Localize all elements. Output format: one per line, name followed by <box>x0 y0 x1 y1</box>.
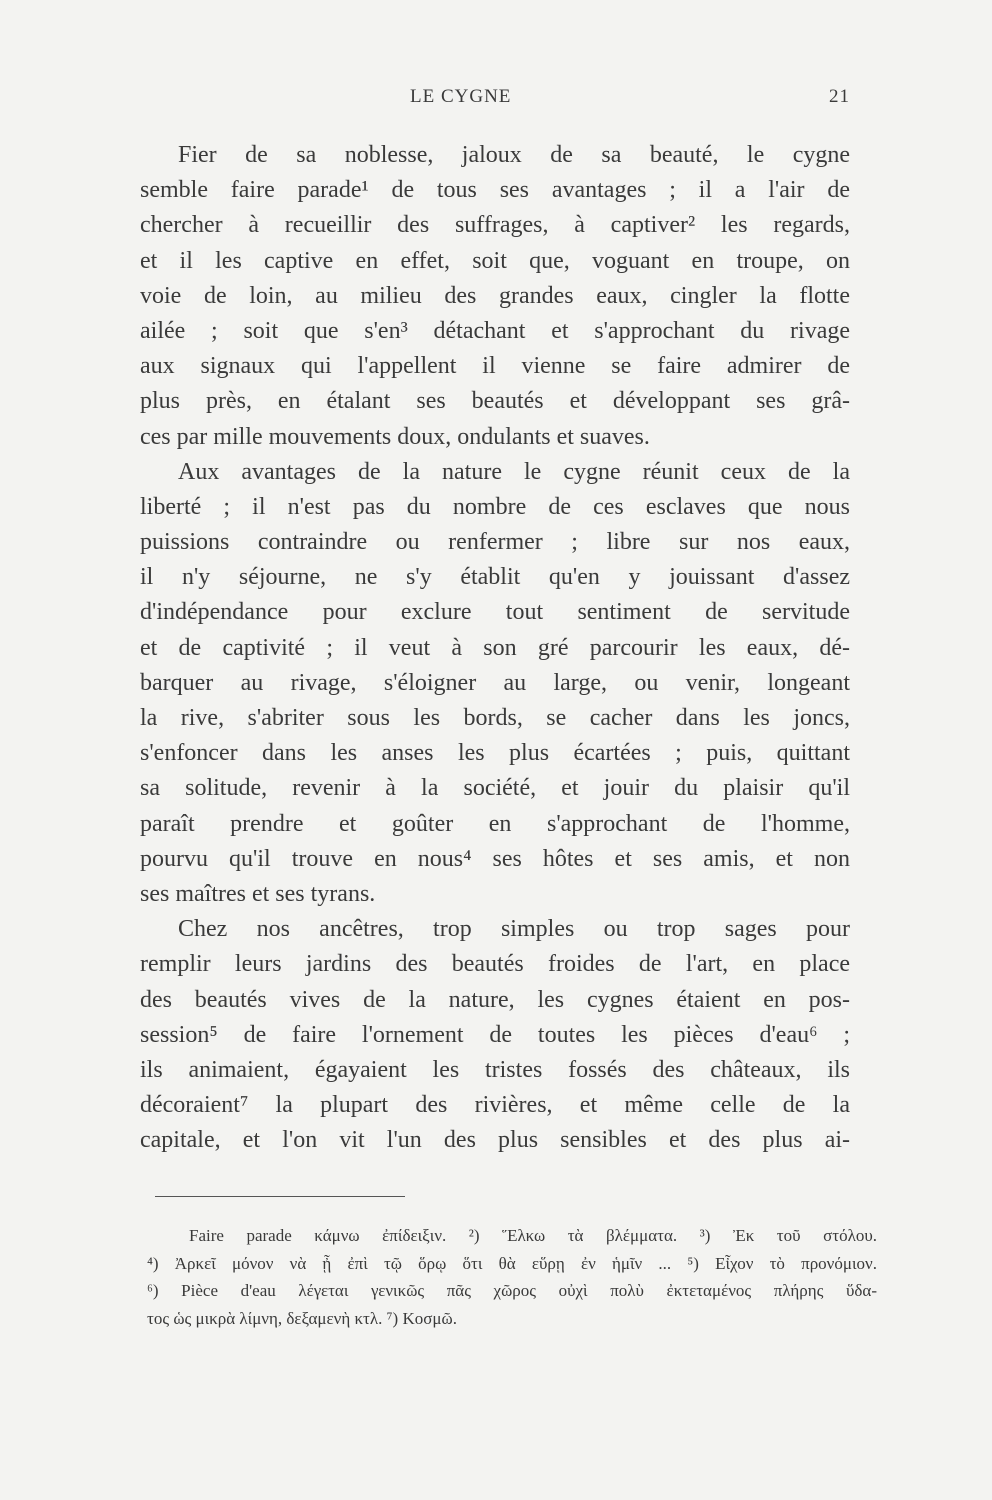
text-line: paraît prendre et goûter en s'approchant de l'homme, <box>140 810 850 837</box>
text-line: barquer au rivage, s'éloigner au large, ou venir, longeant <box>140 669 850 696</box>
text-line: sa solitude, revenir à la société, et jouir du plaisir qu'il <box>140 775 850 802</box>
text-line: ses maîtres et ses tyrans. <box>140 880 376 907</box>
text-line: liberté ; il n'est pas du nombre de ces esclaves que nous <box>140 493 850 520</box>
footnote-line: Faire parade κάμνω ἐπίδειξιν. ²) Ἕλκω τὰ βλέμματα. ³) Ἐκ τοῦ στόλου. <box>189 1226 877 1245</box>
text-line: s'enfoncer dans les anses les plus écartées ; puis, quittant <box>140 740 850 767</box>
footnote-divider <box>155 1196 405 1197</box>
footnotes <box>147 1222 877 1332</box>
running-title: LE CYGNE <box>410 86 512 107</box>
footnote-line: τος ὡς μικρὰ λίμνη, δεξαμενὴ κτλ. ⁷) Κοσμῶ. <box>147 1308 457 1328</box>
footnote-line: ⁴) Ἀρκεῖ μόνον νὰ ᾖ ἐπὶ τῷ ὅρῳ ὅτι θὰ εὕρῃ ἐν ἡμῖν ... ⁵) Εἶχον τὸ προνόμιον. <box>147 1253 877 1273</box>
text-line: d'indépendance pour exclure tout sentiment de servitude <box>140 599 850 626</box>
page-number: 21 <box>829 86 850 107</box>
text-line: semble faire parade¹ de tous ses avantages ; il a l'air de <box>140 177 850 204</box>
text-line: plus près, en étalant ses beautés et développant ses grâ- <box>140 388 850 415</box>
text-line: et de captivité ; il veut à son gré parcourir les eaux, dé- <box>140 634 850 661</box>
text-line: Fier de sa noblesse, jaloux de sa beauté, le cygne <box>178 142 850 168</box>
text-line: Aux avantages de la nature le cygne réunit ceux de la <box>178 458 850 485</box>
page-header <box>140 86 850 116</box>
text-line: des beautés vives de la nature, les cygnes étaient en pos- <box>140 986 850 1013</box>
text-line: la rive, s'abriter sous les bords, se cacher dans les joncs, <box>140 705 850 731</box>
text-line: aux signaux qui l'appellent il vienne se faire admirer de <box>140 353 850 380</box>
text-line: et il les captive en effet, soit que, voguant en troupe, on <box>140 247 850 274</box>
text-line: pourvu qu'il trouve en nous⁴ ses hôtes et ses amis, et non <box>140 845 850 872</box>
text-line: décoraient⁷ la plupart des rivières, et même celle de la <box>140 1092 850 1119</box>
text-line: ailée ; soit que s'en³ détachant et s'approchant du rivage <box>140 317 850 344</box>
text-line: ces par mille mouvements doux, ondulants et suaves. <box>140 423 650 450</box>
text-line: Chez nos ancêtres, trop simples ou trop sages pour <box>178 916 850 943</box>
text-line: il n'y séjourne, ne s'y établit qu'en y jouissant d'assez <box>140 564 850 591</box>
body-text <box>140 138 850 1158</box>
text-line: puissions contraindre ou renfermer ; libre sur nos eaux, <box>140 529 850 556</box>
footnote-line: ⁶) Pièce d'eau λέγεται γενικῶς πᾶς χῶρος οὐχὶ πολὺ ἐκτεταμένος πλήρης ὕδα- <box>147 1281 877 1300</box>
text-line: ils animaient, égayaient les tristes fossés des châteaux, ils <box>140 1056 850 1083</box>
text-line: chercher à recueillir des suffrages, à captiver² les regards, <box>140 212 850 239</box>
text-line: capitale, et l'on vit l'un des plus sensibles et des plus ai- <box>140 1127 850 1154</box>
text-line: session⁵ de faire l'ornement de toutes les pièces d'eau⁶ ; <box>140 1021 850 1048</box>
text-line: remplir leurs jardins des beautés froides de l'art, en place <box>140 951 850 978</box>
text-line: voie de loin, au milieu des grandes eaux, cingler la flotte <box>140 282 850 309</box>
